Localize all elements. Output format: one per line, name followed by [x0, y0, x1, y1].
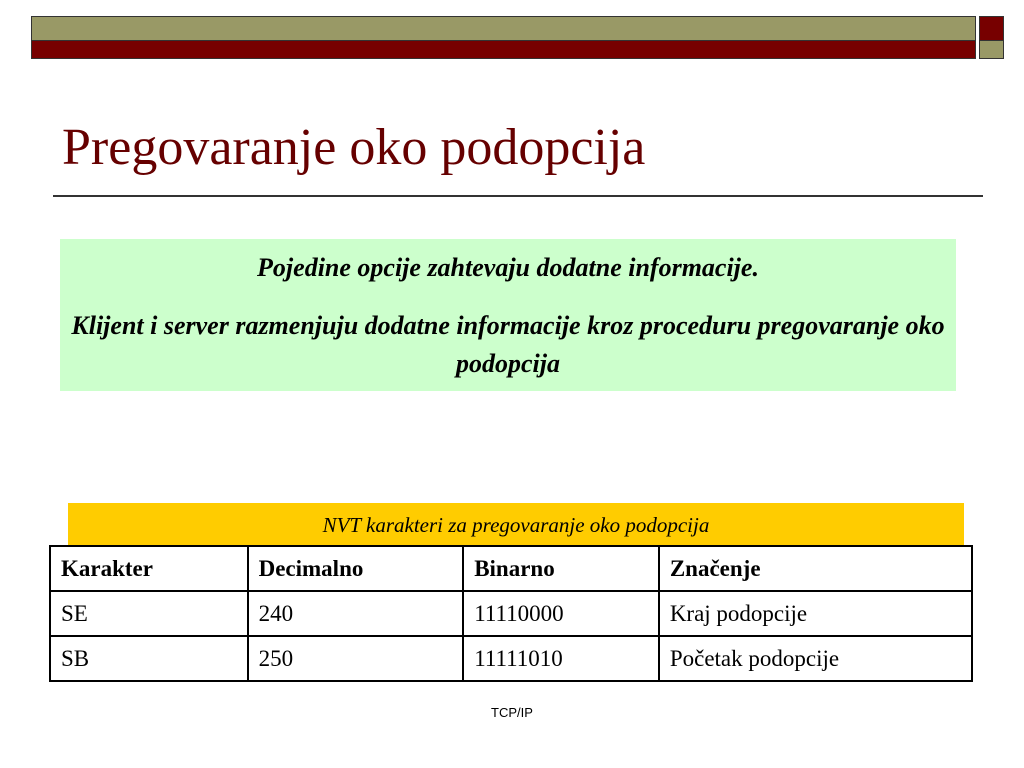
table-caption: NVT karakteri za pregovaranje oko podopcija [68, 503, 964, 545]
header-karakter: Karakter [50, 546, 248, 591]
corner-square-olive [979, 41, 1004, 59]
corner-square-maroon [979, 16, 1004, 41]
intro-line-2: Klijent i server razmenjuju dodatne informacije kroz proceduru pregovaranje oko podopcija [71, 311, 945, 378]
header-decimalno: Decimalno [248, 546, 464, 591]
table-header-row [50, 546, 972, 591]
cell-znacenje: Kraj podopcije [659, 591, 972, 636]
cell-decimalno: 250 [248, 636, 464, 681]
cell-karakter: SE [50, 591, 248, 636]
header-bar-maroon [31, 41, 976, 59]
cell-karakter: SB [50, 636, 248, 681]
slide-title: Pregovaranje oko podopcija [62, 119, 646, 176]
table-row [50, 591, 972, 636]
header-znacenje: Značenje [659, 546, 972, 591]
intro-line-1: Pojedine opcije zahtevaju dodatne informacije. [257, 253, 759, 282]
slide-footer: TCP/IP [491, 705, 533, 720]
nvt-table [49, 545, 973, 682]
title-divider [53, 195, 983, 197]
intro-box [60, 239, 956, 391]
table-row [50, 636, 972, 681]
header-binarno: Binarno [463, 546, 659, 591]
cell-decimalno: 240 [248, 591, 464, 636]
cell-binarno: 11111010 [463, 636, 659, 681]
cell-binarno: 11110000 [463, 591, 659, 636]
header-bar-olive [31, 16, 976, 41]
cell-znacenje: Početak podopcije [659, 636, 972, 681]
